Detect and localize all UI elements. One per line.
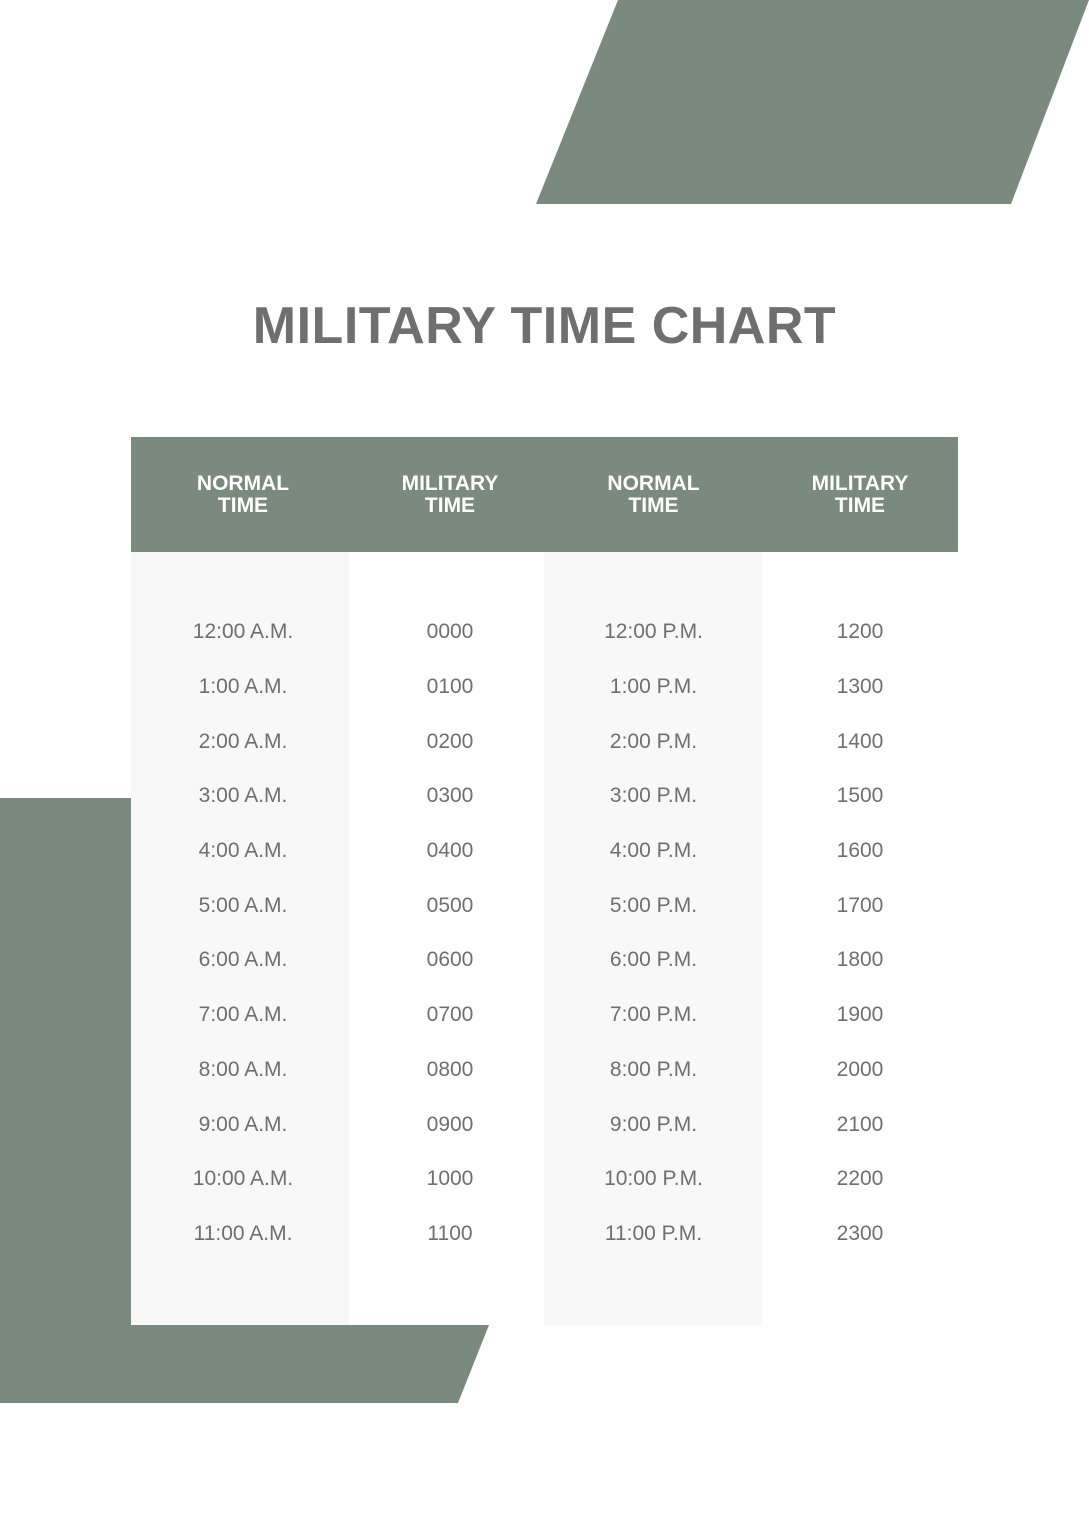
military-time-am-cell: 0100: [426, 675, 474, 699]
table-row: [131, 1207, 958, 1262]
normal-time-am-cell: 2:00 A.M.: [198, 729, 288, 753]
time-conversion-table: [131, 437, 958, 1325]
military-time-pm-cell: 1900: [836, 1003, 884, 1027]
table-row: [131, 1097, 958, 1152]
normal-time-am-cell: 6:00 A.M.: [198, 948, 288, 972]
normal-time-am-cell: 10:00 A.M.: [192, 1167, 294, 1191]
header-normal-time-pm: NORMAL TIME: [607, 471, 700, 517]
military-time-am-cell: 0300: [426, 784, 474, 808]
table-row: [131, 1043, 958, 1098]
military-time-pm-cell: 1800: [836, 948, 884, 972]
normal-time-am-cell: 12:00 A.M.: [192, 620, 294, 644]
header-military-time-pm: MILITARY TIME: [811, 471, 909, 517]
military-time-am-cell: 0900: [426, 1112, 474, 1136]
military-time-pm-cell: 2200: [836, 1167, 884, 1191]
table-row: [131, 714, 958, 769]
military-time-am-cell: 1100: [427, 1221, 473, 1245]
normal-time-pm-cell: 4:00 P.M.: [609, 839, 698, 863]
military-time-am-cell: 0700: [426, 1003, 474, 1027]
military-time-pm-cell: 1200: [836, 620, 884, 644]
normal-time-am-cell: 5:00 A.M.: [198, 893, 288, 917]
normal-time-am-cell: 8:00 A.M.: [198, 1057, 288, 1081]
normal-time-pm-cell: 2:00 P.M.: [609, 729, 698, 753]
normal-time-am-cell: 4:00 A.M.: [198, 839, 288, 863]
table-row: [131, 660, 958, 715]
normal-time-pm-cell: 3:00 P.M.: [609, 784, 698, 808]
normal-time-pm-cell: 8:00 P.M.: [609, 1057, 698, 1081]
header-normal-time-am: NORMAL TIME: [196, 471, 290, 517]
table-body: [131, 552, 958, 1325]
table-header: [131, 437, 958, 552]
normal-time-pm-cell: 11:00 P.M.: [604, 1221, 703, 1245]
header-military-time-am: MILITARY TIME: [401, 471, 499, 517]
table-row: [131, 878, 958, 933]
military-time-am-cell: 0400: [426, 839, 474, 863]
military-time-pm-cell: 1300: [836, 675, 884, 699]
table-row: [131, 1152, 958, 1207]
normal-time-pm-cell: 9:00 P.M.: [609, 1112, 698, 1136]
normal-time-am-cell: 3:00 A.M.: [198, 784, 288, 808]
normal-time-pm-cell: 5:00 P.M.: [609, 893, 698, 917]
military-time-pm-cell: 2000: [836, 1057, 884, 1081]
table-rows: [131, 605, 958, 1261]
military-time-am-cell: 1000: [426, 1167, 474, 1191]
military-time-am-cell: 0800: [426, 1057, 474, 1081]
military-time-am-cell: 0500: [426, 893, 474, 917]
normal-time-pm-cell: 1:00 P.M.: [609, 675, 698, 699]
normal-time-pm-cell: 7:00 P.M.: [609, 1003, 698, 1027]
normal-time-am-cell: 9:00 A.M.: [198, 1112, 288, 1136]
table-row: [131, 933, 958, 988]
military-time-am-cell: 0600: [426, 948, 474, 972]
table-row: [131, 988, 958, 1043]
normal-time-pm-cell: 10:00 P.M.: [604, 1167, 703, 1191]
normal-time-pm-cell: 12:00 P.M.: [604, 620, 703, 644]
table-row: [131, 769, 958, 824]
table-row: [131, 824, 958, 879]
table-row: [131, 605, 958, 660]
normal-time-am-cell: 11:00 A.M.: [193, 1221, 293, 1245]
top-decorative-parallelogram: [0, 0, 1089, 210]
military-time-am-cell: 0200: [426, 729, 474, 753]
page-title: MILITARY TIME CHART: [252, 297, 837, 355]
military-time-am-cell: 0000: [426, 620, 474, 644]
military-time-pm-cell: 2100: [836, 1112, 884, 1136]
normal-time-pm-cell: 6:00 P.M.: [609, 948, 698, 972]
military-time-pm-cell: 1400: [836, 729, 884, 753]
normal-time-am-cell: 1:00 A.M.: [198, 675, 288, 699]
military-time-pm-cell: 1600: [836, 839, 884, 863]
military-time-pm-cell: 1500: [836, 784, 884, 808]
normal-time-am-cell: 7:00 A.M.: [198, 1003, 288, 1027]
military-time-pm-cell: 2300: [836, 1221, 884, 1245]
military-time-pm-cell: 1700: [836, 893, 884, 917]
